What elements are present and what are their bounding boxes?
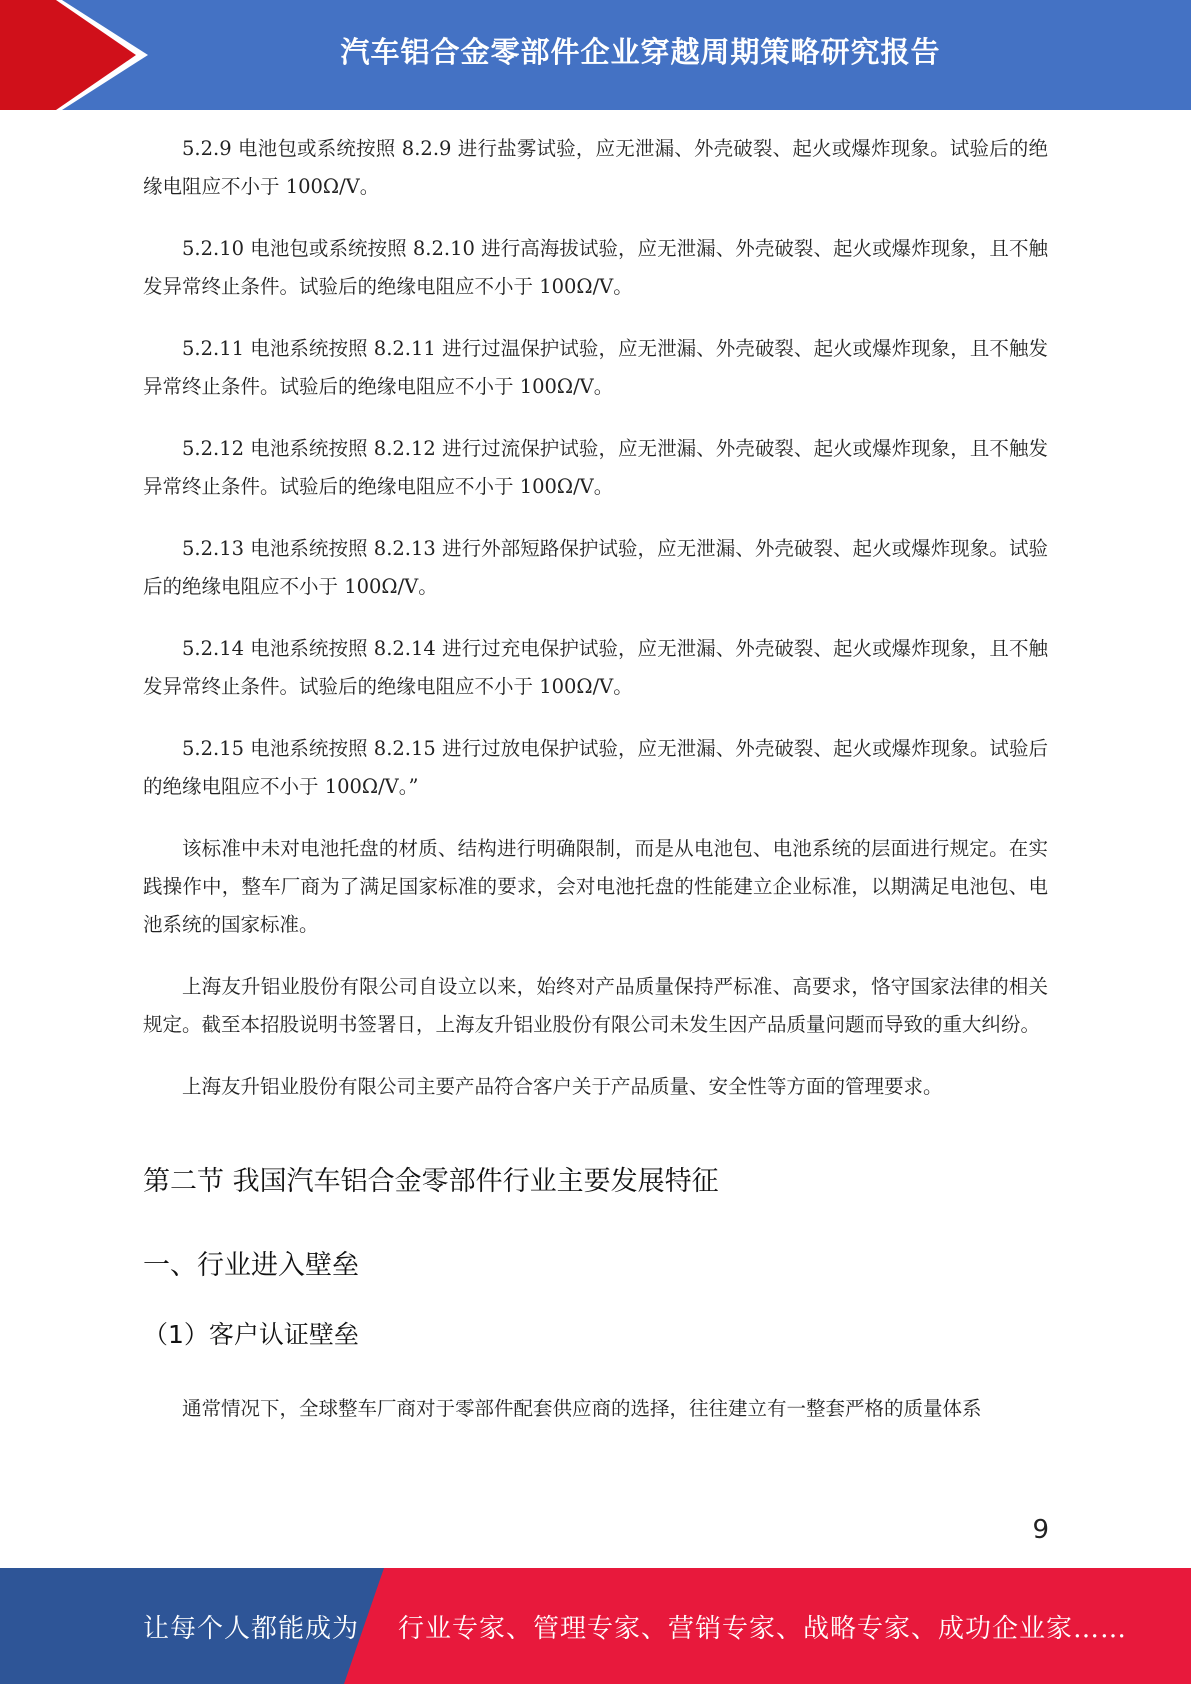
paragraph-company-quality: 上海友升铝业股份有限公司自设立以来，始终对产品质量保持严标准、高要求，恪守国家法律的相关规定。截至本招股说明书签署日，上海友升铝业股份有限公司未发生因产品质量问题而导致的重大纠纷。 <box>143 975 1048 1036</box>
document-body <box>143 130 1048 1452</box>
paragraph-company-compliance: 上海友升铝业股份有限公司主要产品符合客户关于产品质量、安全性等方面的管理要求。 <box>182 1075 943 1098</box>
paragraph-5-2-9: 5.2.9 电池包或系统按照 8.2.9 进行盐雾试验，应无泄漏、外壳破裂、起火或爆炸现象。试验后的绝缘电阻应不小于 100Ω/V。 <box>143 137 1048 198</box>
footer-slogan-right: 行业专家、管理专家、营销专家、战略专家、成功企业家…… <box>398 1613 1128 1644</box>
subsub-heading: （1）客户认证壁垒 <box>143 1320 359 1349</box>
page-number: 9 <box>1032 1515 1049 1545</box>
paragraph-5-2-12: 5.2.12 电池系统按照 8.2.12 进行过流保护试验，应无泄漏、外壳破裂、起火或爆炸现象，且不触发异常终止条件。试验后的绝缘电阻应不小于 100Ω/V。 <box>143 437 1048 498</box>
sub-heading: 一、行业进入壁垒 <box>143 1250 359 1281</box>
page-header <box>0 0 1191 110</box>
paragraph-5-2-14: 5.2.14 电池系统按照 8.2.14 进行过充电保护试验，应无泄漏、外壳破裂、起火或爆炸现象，且不触发异常终止条件。试验后的绝缘电阻应不小于 100Ω/V。 <box>143 637 1048 698</box>
footer-slogan-left: 让每个人都能成为 <box>143 1613 360 1644</box>
paragraph-5-2-11: 5.2.11 电池系统按照 8.2.11 进行过温保护试验，应无泄漏、外壳破裂、起火或爆炸现象，且不触发异常终止条件。试验后的绝缘电阻应不小于 100Ω/V。 <box>143 337 1048 398</box>
paragraph-5-2-15: 5.2.15 电池系统按照 8.2.15 进行过放电保护试验，应无泄漏、外壳破裂、起火或爆炸现象。试验后的绝缘电阻应不小于 100Ω/V。” <box>143 737 1048 798</box>
report-title: 汽车铝合金零部件企业穿越周期策略研究报告 <box>340 34 941 69</box>
paragraph-5-2-10: 5.2.10 电池包或系统按照 8.2.10 进行高海拔试验，应无泄漏、外壳破裂、起火或爆炸现象，且不触发异常终止条件。试验后的绝缘电阻应不小于 100Ω/V。 <box>143 237 1048 298</box>
paragraph-customer-certification: 通常情况下，全球整车厂商对于零部件配套供应商的选择，往往建立有一整套严格的质量体系 <box>182 1397 982 1420</box>
paragraph-5-2-13: 5.2.13 电池系统按照 8.2.13 进行外部短路保护试验，应无泄漏、外壳破裂、起火或爆炸现象。试验后的绝缘电阻应不小于 100Ω/V。 <box>143 537 1048 598</box>
page-footer <box>0 1568 1191 1684</box>
section-heading: 第二节 我国汽车铝合金零部件行业主要发展特征 <box>143 1166 719 1197</box>
paragraph-standard-note: 该标准中未对电池托盘的材质、结构进行明确限制，而是从电池包、电池系统的层面进行规定。在实践操作中，整车厂商为了满足国家标准的要求，会对电池托盘的性能建立企业标准，以期满足电池包、电池系统的国家标准。 <box>143 837 1048 936</box>
